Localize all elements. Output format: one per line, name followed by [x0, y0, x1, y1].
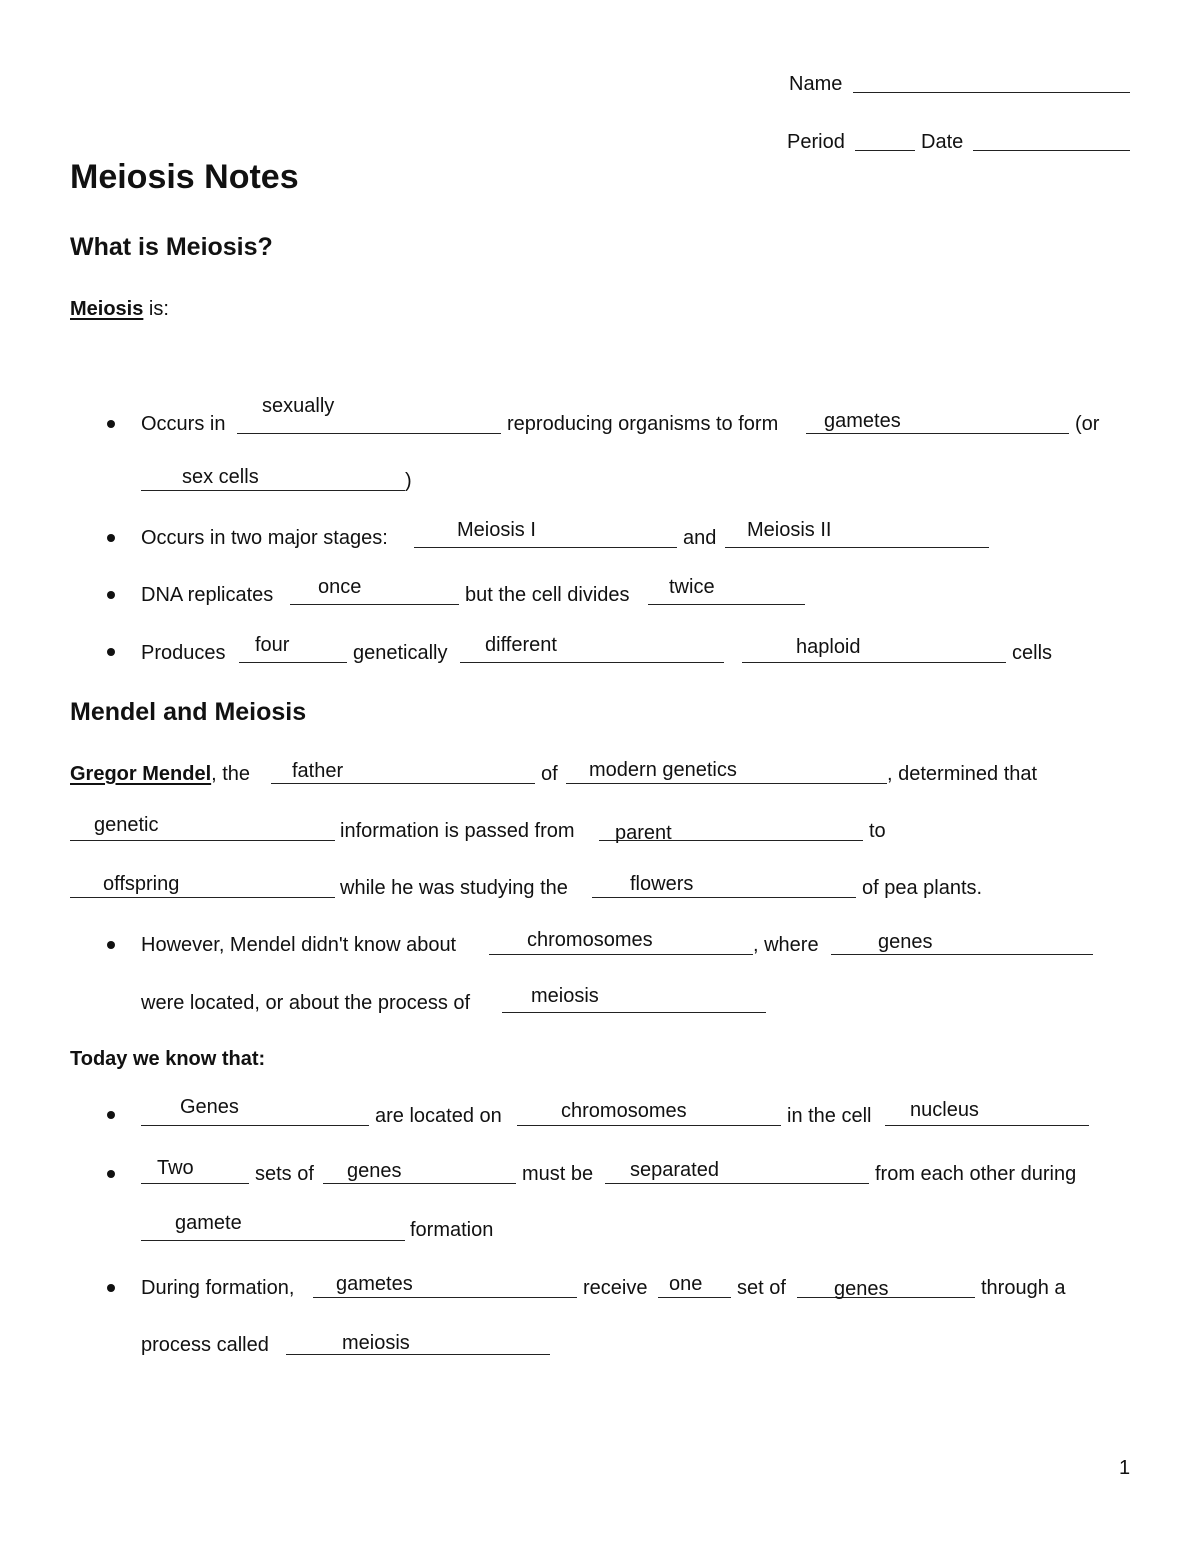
answer-different: different: [485, 634, 557, 656]
period-label: Period: [787, 131, 845, 153]
answer-genes: genes: [878, 931, 933, 953]
blank-line[interactable]: [290, 604, 459, 605]
answer-chromosomes: chromosomes: [561, 1100, 687, 1122]
answer-genes: Genes: [180, 1096, 239, 1118]
answer-meiosis: meiosis: [531, 985, 599, 1007]
text: in the cell: [787, 1105, 872, 1127]
answer-four: four: [255, 634, 290, 656]
answer-meiosis-ii: Meiosis II: [747, 519, 832, 541]
answer-offspring: offspring: [103, 873, 180, 895]
mendel-intro: [70, 762, 250, 786]
blank-line[interactable]: [489, 954, 753, 955]
text: reproducing organisms to form: [507, 413, 779, 435]
bullet: [107, 1284, 115, 1292]
text: Produces: [141, 642, 226, 664]
bullet: [107, 1111, 115, 1119]
answer-one: one: [669, 1273, 703, 1295]
answer-gamete: gamete: [175, 1212, 242, 1234]
text: cells: [1012, 642, 1053, 664]
blank-line[interactable]: [831, 954, 1093, 955]
period-blank[interactable]: [855, 150, 915, 151]
text: ): [405, 470, 412, 492]
gregor-mendel-term: Gregor Mendel: [70, 763, 212, 785]
answer-nucleus: nucleus: [910, 1099, 979, 1121]
answer-modern-genetics: modern genetics: [589, 759, 737, 781]
date-label: Date: [921, 131, 964, 153]
text: of pea plants.: [862, 877, 983, 899]
text: formation: [410, 1219, 494, 1241]
text: receive: [583, 1277, 648, 1299]
blank-line[interactable]: [742, 662, 1006, 663]
meiosis-definition-line: [70, 297, 169, 321]
blank-line[interactable]: [648, 604, 805, 605]
answer-parent: parent: [615, 822, 672, 844]
answer-sex-cells: sex cells: [182, 466, 259, 488]
blank-line[interactable]: [725, 547, 989, 548]
blank-line[interactable]: [885, 1125, 1089, 1126]
blank-line[interactable]: [806, 433, 1069, 434]
bullet: [107, 420, 115, 428]
text: of: [541, 763, 558, 785]
answer-meiosis-i: Meiosis I: [457, 519, 536, 541]
meiosis-term: Meiosis: [70, 298, 144, 320]
text: while he was studying the: [340, 877, 568, 899]
answer-flowers: flowers: [630, 873, 694, 895]
answer-genes: genes: [834, 1278, 889, 1300]
blank-line[interactable]: [141, 490, 405, 491]
blank-line[interactable]: [239, 662, 347, 663]
answer-chromosomes: chromosomes: [527, 929, 653, 951]
text: Occurs in two major stages:: [141, 527, 388, 549]
bullet: [107, 534, 115, 542]
answer-gametes: gametes: [336, 1273, 413, 1295]
text: (or: [1075, 413, 1100, 435]
text: During formation,: [141, 1277, 295, 1299]
answer-genes: genes: [347, 1160, 402, 1182]
answer-father: father: [292, 760, 344, 782]
blank-line[interactable]: [517, 1125, 781, 1126]
text: DNA replicates: [141, 584, 274, 606]
text: but the cell divides: [465, 584, 630, 606]
text: , where: [753, 934, 819, 956]
text: are located on: [375, 1105, 502, 1127]
text: must be: [522, 1163, 594, 1185]
answer-haploid: haploid: [796, 636, 861, 658]
bullet: [107, 591, 115, 599]
page-number: 1: [1119, 1457, 1131, 1479]
text: , the: [211, 763, 251, 785]
meiosis-is-label: is:: [143, 298, 169, 320]
section-heading-mendel-and-meiosis: Mendel and Meiosis: [70, 698, 307, 726]
text: from each other during: [875, 1163, 1077, 1185]
blank-line[interactable]: [323, 1183, 516, 1184]
blank-line[interactable]: [313, 1297, 577, 1298]
blank-line[interactable]: [70, 840, 335, 841]
text: set of: [737, 1277, 786, 1299]
answer-meiosis: meiosis: [342, 1332, 410, 1354]
section-heading-today-we-know: Today we know that:: [70, 1048, 266, 1070]
text: were located, or about the process of: [141, 992, 471, 1014]
blank-line[interactable]: [237, 433, 501, 434]
blank-line[interactable]: [271, 783, 535, 784]
answer-genetic: genetic: [94, 814, 159, 836]
name-label: Name: [789, 73, 843, 95]
text: sets of: [255, 1163, 314, 1185]
answer-once: once: [318, 576, 362, 598]
text: and: [683, 527, 717, 549]
blank-line[interactable]: [286, 1354, 550, 1355]
text: information is passed from: [340, 820, 575, 842]
name-blank[interactable]: [853, 92, 1130, 93]
blank-line[interactable]: [566, 783, 887, 784]
text: However, Mendel didn't know about: [141, 934, 457, 956]
page-title: Meiosis Notes: [70, 158, 299, 196]
text: genetically: [353, 642, 448, 664]
text: process called: [141, 1334, 269, 1356]
blank-line[interactable]: [141, 1240, 405, 1241]
date-blank[interactable]: [973, 150, 1130, 151]
answer-separated: separated: [630, 1159, 719, 1181]
blank-line[interactable]: [414, 547, 677, 548]
text: through a: [981, 1277, 1066, 1299]
text: Occurs in: [141, 413, 226, 435]
bullet: [107, 941, 115, 949]
text: , determined that: [887, 763, 1038, 785]
answer-gametes: gametes: [824, 410, 901, 432]
answer-two: Two: [157, 1157, 194, 1179]
answer-twice: twice: [669, 576, 715, 598]
blank-line[interactable]: [502, 1012, 766, 1013]
blank-line[interactable]: [70, 897, 335, 898]
bullet: [107, 1170, 115, 1178]
blank-line[interactable]: [605, 1183, 869, 1184]
answer-sexually: sexually: [262, 395, 335, 417]
blank-line[interactable]: [141, 1125, 369, 1126]
blank-line[interactable]: [658, 1297, 731, 1298]
blank-line[interactable]: [592, 897, 856, 898]
bullet: [107, 648, 115, 656]
text: to: [869, 820, 886, 842]
section-heading-what-is-meiosis: What is Meiosis?: [70, 233, 273, 261]
blank-line[interactable]: [141, 1183, 249, 1184]
blank-line[interactable]: [460, 662, 724, 663]
